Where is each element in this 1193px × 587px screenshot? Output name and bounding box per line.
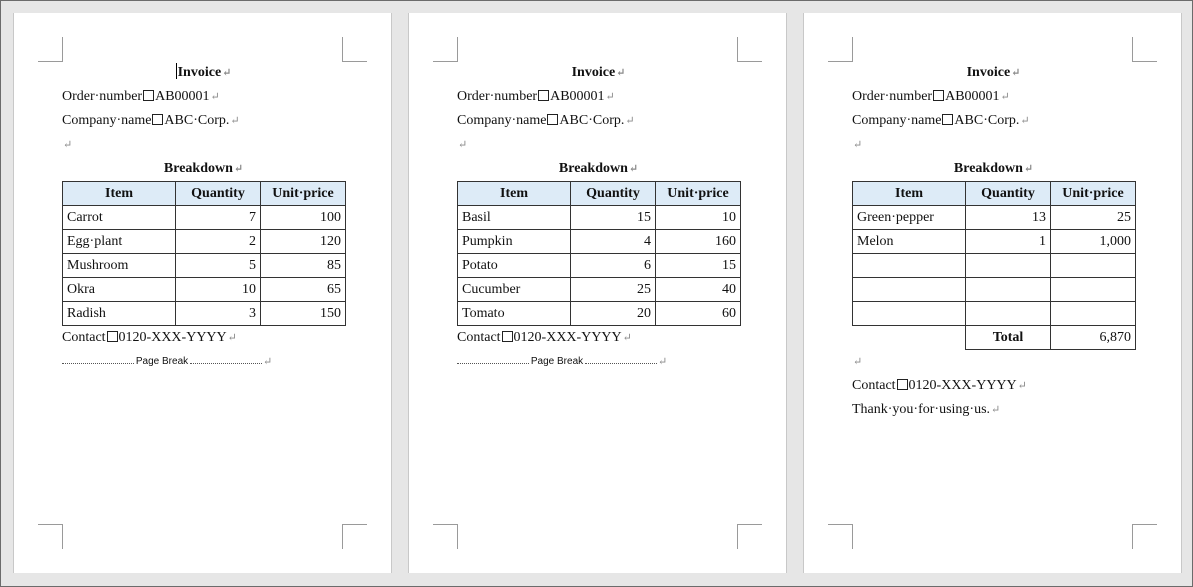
cell-quantity[interactable] bbox=[966, 278, 1051, 302]
tab-marker-icon bbox=[942, 114, 953, 125]
header-item[interactable]: Item bbox=[458, 182, 571, 206]
page-break-dots bbox=[457, 363, 529, 364]
crop-mark bbox=[38, 37, 63, 62]
cell-quantity[interactable]: 3 bbox=[176, 302, 261, 326]
invoice-title[interactable]: Invoice↵ bbox=[966, 65, 1021, 80]
cell-item[interactable] bbox=[853, 254, 966, 278]
breakdown-table-wrap bbox=[852, 181, 1135, 350]
cell-quantity[interactable]: 7 bbox=[176, 206, 261, 230]
cell-quantity[interactable]: 25 bbox=[571, 278, 656, 302]
cell-quantity[interactable]: 10 bbox=[176, 278, 261, 302]
cell-unit-price[interactable]: 25 bbox=[1051, 206, 1136, 230]
empty-paragraph[interactable]: ↵ bbox=[458, 139, 468, 151]
page-break-line[interactable]: Page Break ↵ bbox=[62, 350, 345, 374]
thanks-line[interactable]: Thank·you·for·using·us.↵ bbox=[852, 402, 1001, 417]
cell-unit-price[interactable]: 40 bbox=[656, 278, 741, 302]
header-unit-price[interactable]: Unit·price bbox=[656, 182, 741, 206]
cell-unit-price[interactable]: 100 bbox=[261, 206, 346, 230]
company-name-line[interactable]: Company·name ABC·Corp.↵ bbox=[62, 113, 240, 128]
order-number-line[interactable]: Order·number AB00001↵ bbox=[62, 89, 220, 104]
table-header-row bbox=[458, 182, 741, 206]
cell-item[interactable]: Mushroom bbox=[63, 254, 176, 278]
table-row bbox=[63, 302, 346, 326]
total-spacer bbox=[853, 326, 966, 350]
page-content[interactable] bbox=[852, 61, 1135, 422]
contact-line[interactable]: Contact 0120-XXX-YYYY↵ bbox=[457, 330, 632, 345]
crop-mark bbox=[38, 524, 63, 549]
cell-item[interactable] bbox=[853, 278, 966, 302]
table-row bbox=[853, 302, 1136, 326]
page-2[interactable] bbox=[408, 13, 787, 573]
cell-unit-price[interactable] bbox=[1051, 278, 1136, 302]
tab-marker-icon bbox=[502, 331, 513, 342]
cell-item[interactable]: Cucumber bbox=[458, 278, 571, 302]
tab-marker-icon bbox=[933, 90, 944, 101]
breakdown-table[interactable] bbox=[457, 181, 741, 326]
cell-unit-price[interactable]: 60 bbox=[656, 302, 741, 326]
crop-mark bbox=[828, 37, 853, 62]
cell-item[interactable]: Melon bbox=[853, 230, 966, 254]
table-row bbox=[63, 278, 346, 302]
crop-mark bbox=[342, 37, 367, 62]
cell-item[interactable]: Tomato bbox=[458, 302, 571, 326]
cell-item[interactable]: Carrot bbox=[63, 206, 176, 230]
page-3[interactable] bbox=[803, 13, 1182, 573]
crop-mark bbox=[1132, 524, 1157, 549]
breakdown-table-wrap bbox=[62, 181, 345, 326]
page-break-dots bbox=[62, 363, 134, 364]
cell-unit-price[interactable]: 120 bbox=[261, 230, 346, 254]
cell-unit-price[interactable]: 85 bbox=[261, 254, 346, 278]
cell-unit-price[interactable] bbox=[1051, 254, 1136, 278]
table-row bbox=[63, 230, 346, 254]
tab-marker-icon bbox=[107, 331, 118, 342]
cell-quantity[interactable] bbox=[966, 302, 1051, 326]
crop-mark bbox=[737, 524, 762, 549]
header-unit-price[interactable]: Unit·price bbox=[1051, 182, 1136, 206]
company-name-line[interactable]: Company·name ABC·Corp.↵ bbox=[852, 113, 1030, 128]
cell-quantity[interactable]: 5 bbox=[176, 254, 261, 278]
table-row bbox=[853, 230, 1136, 254]
empty-paragraph[interactable]: ↵ bbox=[63, 139, 73, 151]
table-row bbox=[853, 206, 1136, 230]
cell-unit-price[interactable]: 1,000 bbox=[1051, 230, 1136, 254]
cell-item[interactable]: Radish bbox=[63, 302, 176, 326]
cell-quantity[interactable]: 13 bbox=[966, 206, 1051, 230]
page-break-line[interactable]: Page Break ↵ bbox=[457, 350, 740, 374]
breakdown-table-wrap bbox=[457, 181, 740, 326]
table-row bbox=[853, 254, 1136, 278]
cell-quantity[interactable]: 20 bbox=[571, 302, 656, 326]
breakdown-heading[interactable]: Breakdown↵ bbox=[953, 161, 1034, 176]
crop-mark bbox=[433, 37, 458, 62]
header-quantity[interactable]: Quantity bbox=[176, 182, 261, 206]
total-value[interactable]: 6,870 bbox=[1051, 326, 1136, 350]
cell-unit-price[interactable]: 65 bbox=[261, 278, 346, 302]
cell-item[interactable]: Okra bbox=[63, 278, 176, 302]
invoice-title[interactable]: Invoice↵ bbox=[571, 65, 626, 80]
table-row bbox=[63, 206, 346, 230]
contact-line[interactable]: Contact 0120-XXX-YYYY↵ bbox=[62, 330, 237, 345]
crop-mark bbox=[737, 37, 762, 62]
header-item[interactable]: Item bbox=[853, 182, 966, 206]
table-row bbox=[458, 278, 741, 302]
page-break-marker: Page Break bbox=[62, 350, 262, 374]
cell-quantity[interactable]: 6 bbox=[571, 254, 656, 278]
cell-quantity[interactable]: 2 bbox=[176, 230, 261, 254]
breakdown-heading[interactable]: Breakdown↵ bbox=[163, 161, 244, 176]
table-row bbox=[458, 254, 741, 278]
cell-unit-price[interactable]: 160 bbox=[656, 230, 741, 254]
cell-quantity[interactable]: 15 bbox=[571, 206, 656, 230]
crop-mark bbox=[433, 524, 458, 549]
table-header-row bbox=[853, 182, 1136, 206]
order-number-line[interactable]: Order·number AB00001↵ bbox=[852, 89, 1010, 104]
crop-mark bbox=[1132, 37, 1157, 62]
page-break-dots bbox=[585, 363, 657, 364]
table-row bbox=[63, 254, 346, 278]
cell-unit-price[interactable]: 10 bbox=[656, 206, 741, 230]
page-content[interactable] bbox=[457, 61, 740, 374]
table-row bbox=[853, 278, 1136, 302]
cell-item[interactable]: Egg·plant bbox=[63, 230, 176, 254]
crop-mark bbox=[342, 524, 367, 549]
table-row bbox=[458, 230, 741, 254]
total-label[interactable]: Total bbox=[966, 326, 1051, 350]
table-row bbox=[458, 206, 741, 230]
cell-quantity[interactable] bbox=[966, 254, 1051, 278]
breakdown-table[interactable] bbox=[62, 181, 346, 326]
order-number-line[interactable]: Order·number AB00001↵ bbox=[457, 89, 615, 104]
table-row bbox=[458, 302, 741, 326]
tab-marker-icon bbox=[152, 114, 163, 125]
page-1[interactable] bbox=[13, 13, 392, 573]
text-cursor bbox=[176, 63, 177, 79]
header-quantity[interactable]: Quantity bbox=[966, 182, 1051, 206]
cell-item[interactable]: Green·pepper bbox=[853, 206, 966, 230]
tab-marker-icon bbox=[143, 90, 154, 101]
cell-quantity[interactable]: 4 bbox=[571, 230, 656, 254]
cell-unit-price[interactable] bbox=[1051, 302, 1136, 326]
cell-item[interactable]: Pumpkin bbox=[458, 230, 571, 254]
company-name-line[interactable]: Company·name ABC·Corp.↵ bbox=[457, 113, 635, 128]
tab-marker-icon bbox=[547, 114, 558, 125]
cell-quantity[interactable]: 1 bbox=[966, 230, 1051, 254]
cell-item[interactable]: Basil bbox=[458, 206, 571, 230]
total-row bbox=[853, 326, 1136, 350]
page-break-dots bbox=[190, 363, 262, 364]
breakdown-heading[interactable]: Breakdown↵ bbox=[558, 161, 639, 176]
cell-item[interactable] bbox=[853, 302, 966, 326]
table-header-row bbox=[63, 182, 346, 206]
cell-unit-price[interactable]: 15 bbox=[656, 254, 741, 278]
page-break-marker: Page Break bbox=[457, 350, 657, 374]
header-unit-price[interactable]: Unit·price bbox=[261, 182, 346, 206]
contact-line[interactable]: Contact 0120-XXX-YYYY↵ bbox=[852, 378, 1027, 393]
cell-unit-price[interactable]: 150 bbox=[261, 302, 346, 326]
invoice-title[interactable]: Invoice↵ bbox=[177, 65, 232, 80]
header-item[interactable]: Item bbox=[63, 182, 176, 206]
header-quantity[interactable]: Quantity bbox=[571, 182, 656, 206]
page-content[interactable] bbox=[62, 61, 345, 374]
cell-item[interactable]: Potato bbox=[458, 254, 571, 278]
crop-mark bbox=[828, 524, 853, 549]
empty-paragraph[interactable]: ↵ bbox=[853, 139, 863, 151]
tab-marker-icon bbox=[538, 90, 549, 101]
empty-paragraph[interactable]: ↵ bbox=[853, 356, 863, 368]
breakdown-table[interactable] bbox=[852, 181, 1136, 350]
tab-marker-icon bbox=[897, 379, 908, 390]
